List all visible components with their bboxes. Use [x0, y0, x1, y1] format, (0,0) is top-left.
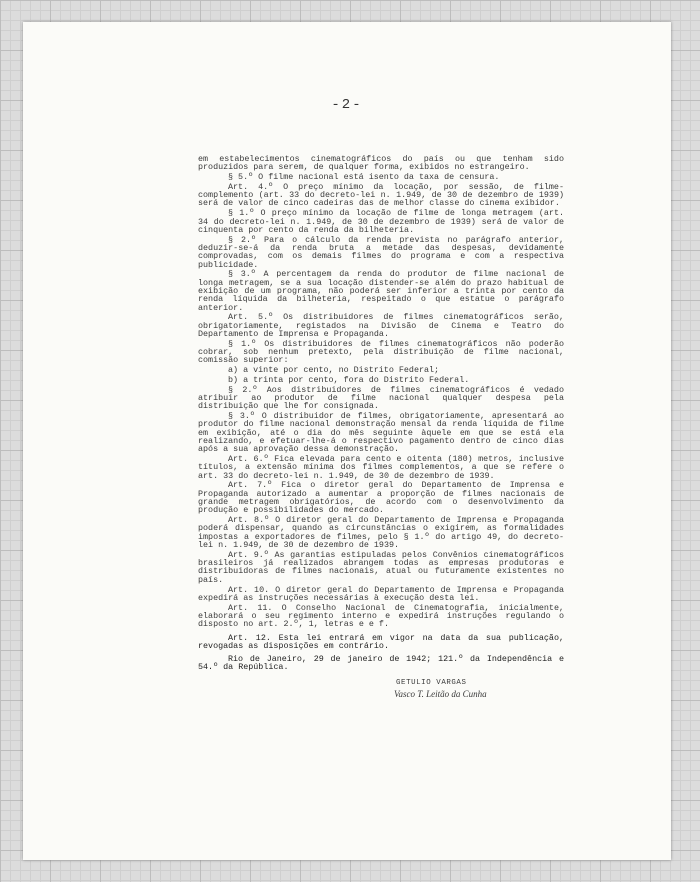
paragraph: § 2.º Para o cálculo da renda prevista no parágrafo anterior, deduzir-se-á da renda bruta a metade das despesas, devidamente comprovadas, com os demais filmes do programa e com a respectiva publicidade. — [198, 234, 564, 270]
paragraph: Art. 6.º Fica elevada para cento e oitenta (180) metros, inclusive títulos, a extensão mínima dos filmes complementos, a que se refere o art. 33 do decreto-lei n. 1.949, de 30 de dezembro de 1939. — [198, 454, 564, 481]
decree-text — [198, 155, 564, 698]
paragraph: § 5.º O filme nacional está isento da taxa de censura. — [228, 172, 500, 183]
paragraph: § 1.º O preço mínimo da locação de filme de longa metragem (art. 34 do decreto-lei n. 1.949, de 30 de dezembro de 1939) será de valor de cinquenta por cento da renda da bilheteria. — [198, 208, 564, 235]
paragraph: § 1.º Os distribuidores de filmes cinematográficos não poderão cobrar, sob nenhum pretexto, pela distribuição de filme nacional, comissão superior: — [198, 338, 564, 366]
paragraph: Art. 9.º As garantias estipuladas pelos Convênios cinematográficos brasileiros já realizados abrangem todas as empresas produtoras e distribuidoras de filmes nacionais, atual ou futuramente existentes no país. — [198, 549, 564, 585]
paragraph: § 3.º A percentagem da renda do produtor de filme nacional de longa metragem, se a sua locação distender-se além do prazo habitual de exibição de um programa, não poderá ser inferior a trinta por cento da renda líquida da bilheteria, respeitado o que estatue o parágrafo anterior. — [198, 269, 564, 313]
paragraph: § 3.º O distribuidor de filmes, obrigatoriamente, apresentará ao produtor do filme nacional demonstração mensal da renda líquida de filme em exibição, até o dia do mês seguinte àquele em que se está ela realizando, e efetuar-lhe-á o respectivo pagamento dentro de cinco dias após a sua aprovação dessa demonstração. — [198, 411, 564, 455]
paragraph: Art. 5.º Os distribuidores de filmes cinematográficos serão, obrigatoriamente, registados na Divisão de Cinema e Teatro do Departamento de Imprensa e Propaganda. — [198, 312, 564, 339]
page-number: -2- — [331, 97, 363, 113]
paragraph: Art. 4.º O preço mínimo da locação, por sessão, de filme-complemento (art. 33 do decreto-lei n. 1.949, de 30 de dezembro de 1939) será de valor de cinco cadeiras das de melhor classe do cinema exibidor. — [198, 181, 564, 209]
paragraph: Art. 10. O diretor geral do Departamento de Imprensa e Propaganda expedirá as instruções necessárias à execução desta lei. — [198, 584, 564, 603]
paragraph: Art. 11. O Conselho Nacional de Cinematografia, inicialmente, elaborará o seu regimento interno e expedirá instruções regulando o disposto no art. 2.º, 1, letras e e f. — [198, 602, 564, 630]
list-item: a) a vinte por cento, no Distrito Federal; — [228, 365, 440, 376]
document-page — [23, 22, 671, 860]
signature-minister: Vasco T. Leitão da Cunha — [394, 689, 487, 700]
paragraph: Art. 12. Esta lei entrará em vigor na data da sua publicação, revogadas as disposições em contrário. — [198, 632, 564, 651]
paragraph: § 2.º Aos distribuidores de filmes cinematográficos é vedado atribuir ao produtor de filme nacional qualquer despesa pela distribuição que lhe for consignada. — [198, 384, 564, 412]
signatures — [198, 679, 564, 699]
list-item: b) a trinta por cento, fora do Distrito Federal. — [228, 374, 470, 385]
date-line: Rio de Janeiro, 29 de janeiro de 1942; 121.º da Independência e 54.º da República. — [198, 654, 564, 673]
paragraph: em estabelecimentos cinematográficos do país ou que tenham sido produzidos para serem, de qualquer forma, exibidos no estrangeiro. — [198, 154, 564, 173]
paragraph: Art. 7.º Fica o diretor geral do Departamento de Imprensa e Propaganda autorizado a aumentar a proporção de filmes nacionais de grande metragem obrigatórios, de acordo com o desenvolvimento da produção e possibilidades do mercado. — [198, 480, 564, 516]
paragraph: Art. 8.º O diretor geral do Departamento de Imprensa e Propaganda poderá dispensar, quando as circunstâncias o exigirem, as formalidades impostas a exportadores de filmes, pelo § 1.º do artigo 49, do decreto-lei n. 1.949, de 30 de dezembro de 1939. — [198, 515, 564, 551]
signature-president: GETULIO VARGAS — [396, 678, 467, 687]
